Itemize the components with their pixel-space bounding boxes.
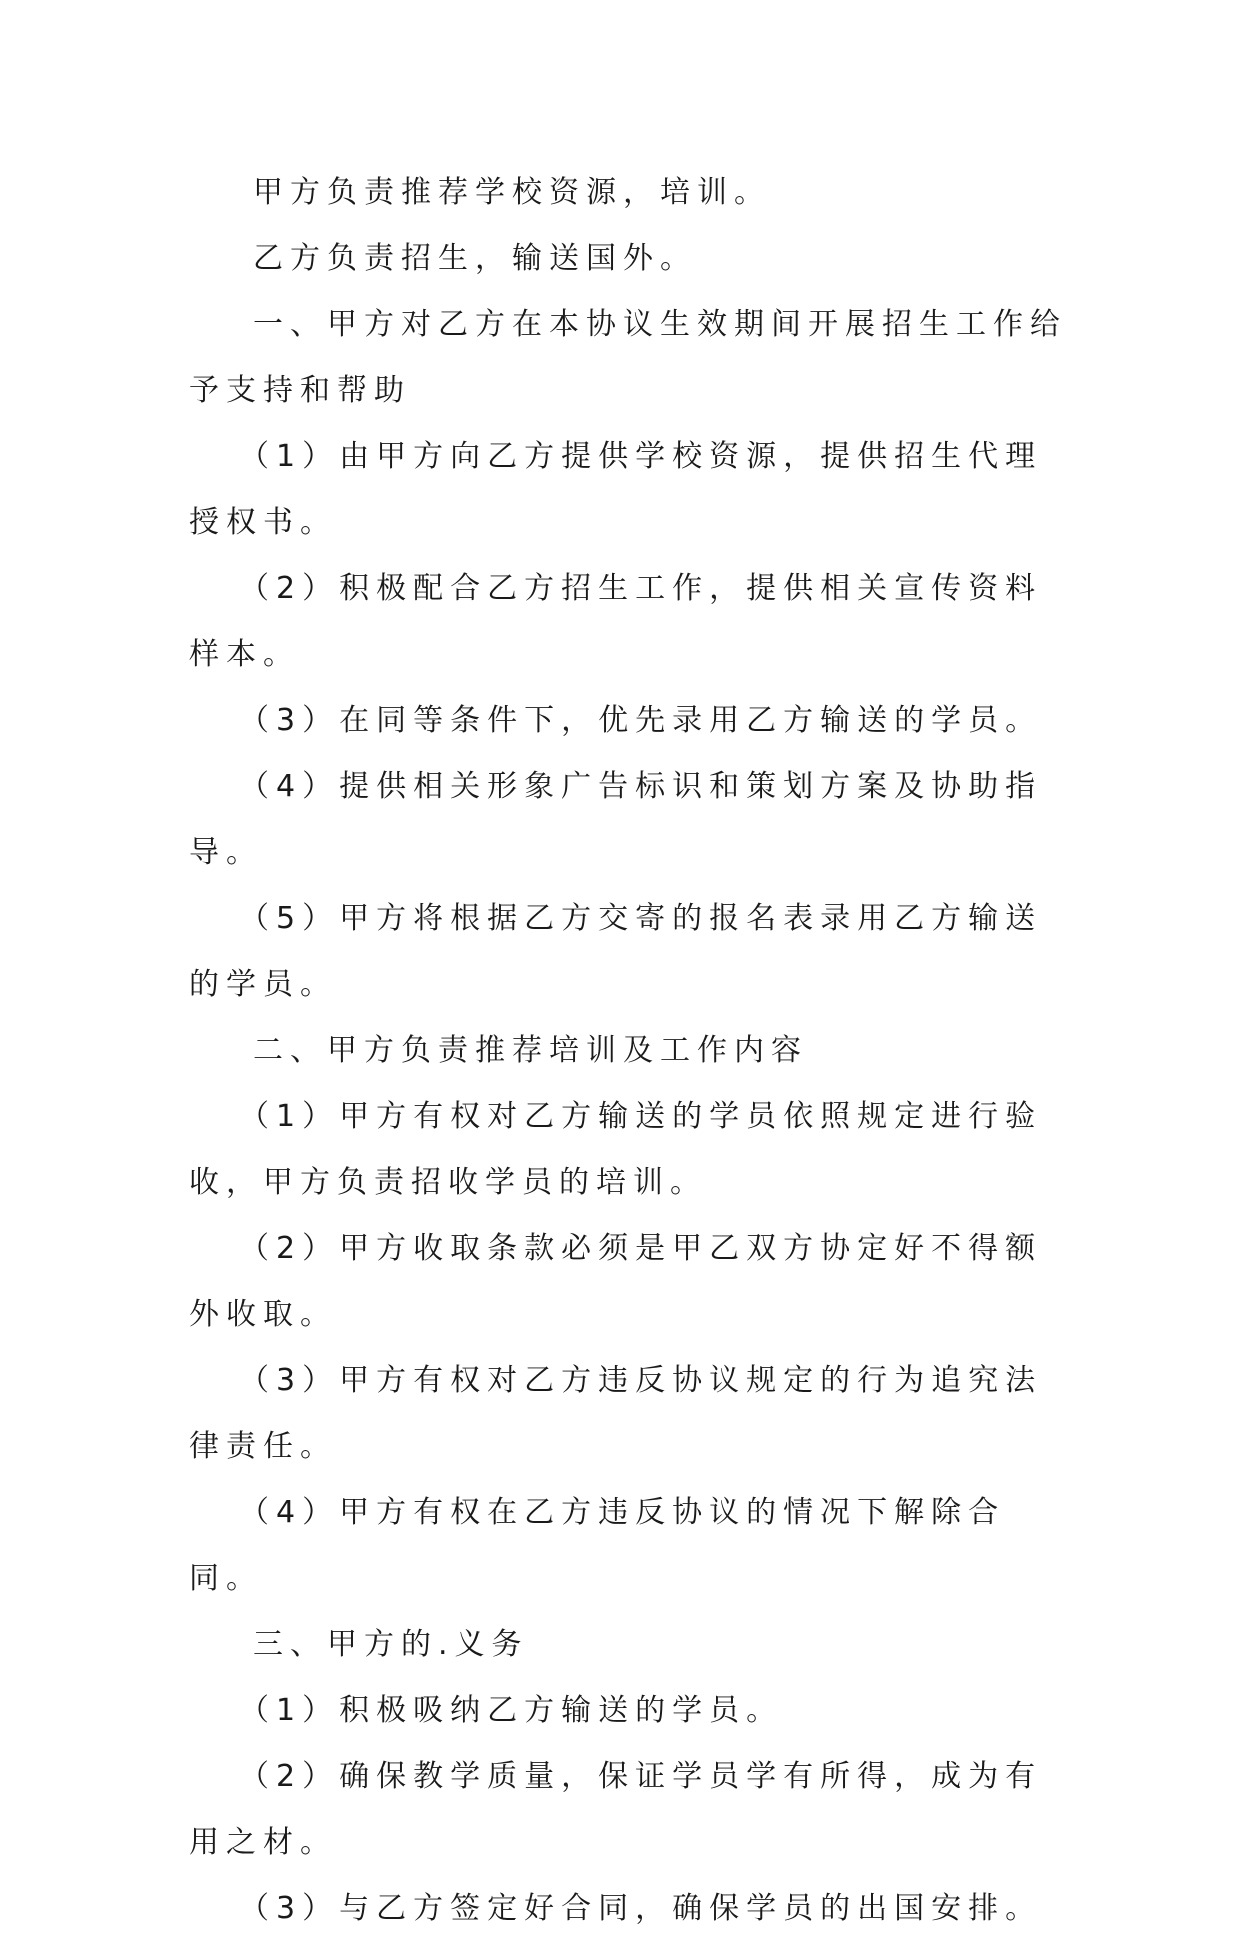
list-item: （5）甲方将根据乙方交寄的报名表录用乙方输送的学员。	[189, 901, 1043, 1002]
paragraph-party-b-duty: 乙方负责招生，输送国外。	[253, 241, 697, 276]
section-heading-1: 一、甲方对乙方在本协议生效期间开展招生工作给予支持和帮助	[189, 307, 1067, 408]
list-item: （4）甲方有权在乙方违反协议的情况下解除合同。	[189, 1495, 1006, 1596]
list-item: （4）提供相关形象广告标识和策划方案及协助指导。	[189, 769, 1043, 870]
list-item: （3）与乙方签定好合同，确保学员的出国安排。	[239, 1891, 1043, 1926]
document-body	[189, 160, 1079, 1942]
list-item: （1）积极吸纳乙方输送的学员。	[239, 1693, 784, 1728]
section-heading-2: 二、甲方负责推荐培训及工作内容	[253, 1033, 808, 1068]
list-item: （2）积极配合乙方招生工作，提供相关宣传资料样本。	[189, 571, 1043, 672]
list-item: （2）确保教学质量，保证学员学有所得，成为有用之材。	[189, 1759, 1043, 1860]
list-item: （1）甲方有权对乙方输送的学员依照规定进行验收，甲方负责招收学员的培训。	[189, 1099, 1043, 1200]
list-item: （3）甲方有权对乙方违反协议规定的行为追究法律责任。	[189, 1363, 1043, 1464]
paragraph-party-a-duty: 甲方负责推荐学校资源，培训。	[253, 175, 771, 210]
list-item: （1）由甲方向乙方提供学校资源，提供招生代理授权书。	[189, 439, 1043, 540]
list-item: （2）甲方收取条款必须是甲乙双方协定好不得额外收取。	[189, 1231, 1043, 1332]
section-heading-3: 三、甲方的.义务	[253, 1627, 529, 1662]
list-item: （3）在同等条件下，优先录用乙方输送的学员。	[239, 703, 1043, 738]
